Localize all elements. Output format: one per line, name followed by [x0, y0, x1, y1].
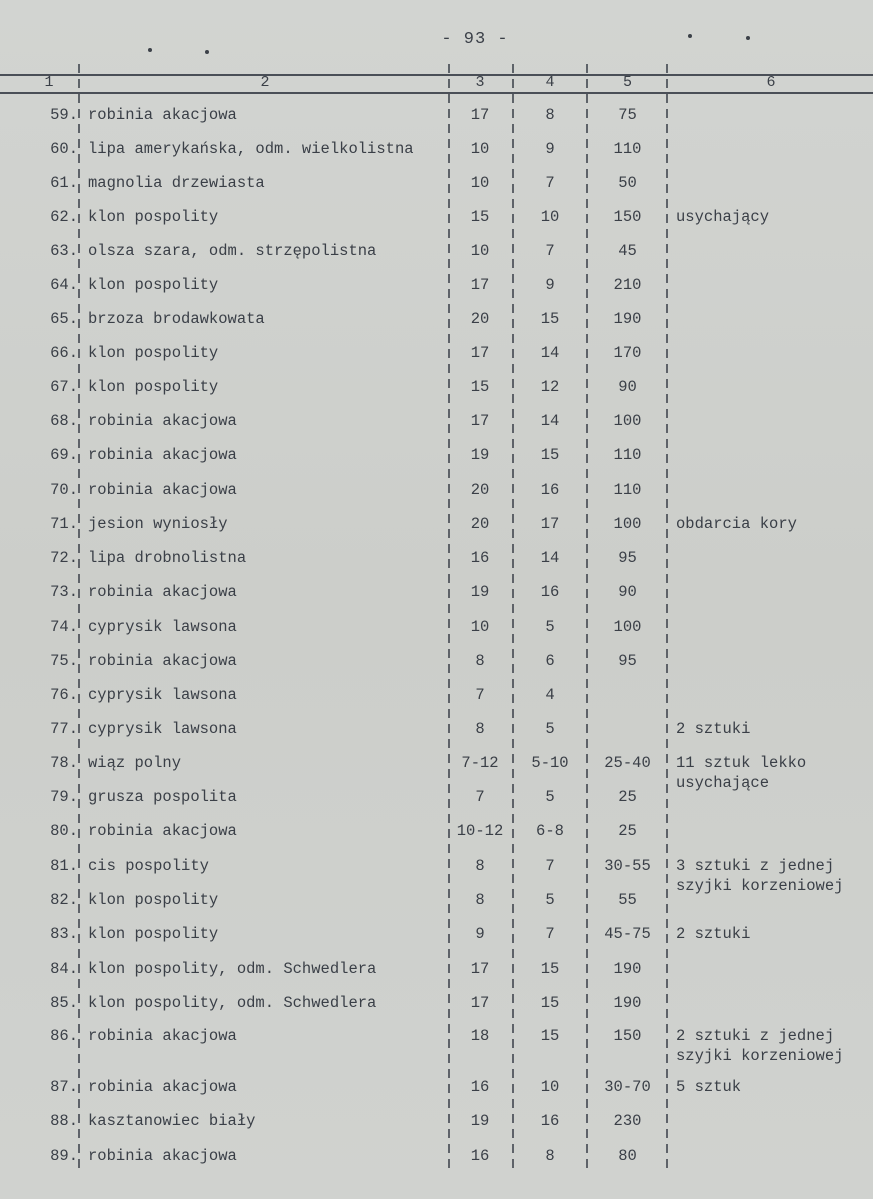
- trunk-value: 16: [540, 481, 560, 499]
- table-row: [0, 547, 873, 569]
- height-value: 17: [470, 344, 490, 362]
- trunk-value: 12: [540, 378, 560, 396]
- table-row: [0, 342, 873, 364]
- table-row: [0, 855, 873, 877]
- row-number: 83.: [50, 925, 78, 943]
- trunk-value: 5: [545, 891, 555, 909]
- species-name: cyprysik lawsona: [88, 720, 237, 738]
- trunk-value: 5: [545, 788, 555, 806]
- column-header-3: 3: [475, 74, 485, 91]
- remarks: obdarcia kory: [676, 515, 797, 533]
- species-name: robinia akacjowa: [88, 1078, 237, 1096]
- height-value: 19: [470, 446, 490, 464]
- species-name: klon pospolity: [88, 891, 219, 909]
- trunk-value: 5: [545, 618, 555, 636]
- trunk-value: 15: [540, 310, 560, 328]
- table-row: [0, 718, 873, 740]
- height-value: 20: [470, 310, 490, 328]
- height-value: 15: [470, 378, 490, 396]
- species-name: robinia akacjowa: [88, 583, 237, 601]
- column-header-5: 5: [622, 74, 632, 91]
- species-name: klon pospolity, odm. Schwedlera: [88, 960, 377, 978]
- header-rule-bottom: [0, 92, 873, 94]
- remarks-continuation: szyjki korzeniowej: [676, 1047, 844, 1065]
- species-name: robinia akacjowa: [88, 412, 237, 430]
- trunk-value: 14: [540, 412, 560, 430]
- crown-value: 25: [618, 788, 637, 806]
- height-value: 17: [470, 994, 490, 1012]
- crown-value: 170: [613, 344, 642, 362]
- crown-value: 95: [618, 652, 637, 670]
- table-row: [0, 650, 873, 672]
- crown-value: 110: [613, 140, 642, 158]
- row-number: 65.: [50, 310, 78, 328]
- row-number: 71.: [50, 515, 78, 533]
- height-value: 17: [470, 106, 490, 124]
- table-row: [0, 1110, 873, 1132]
- crown-value: 55: [618, 891, 637, 909]
- height-value: 17: [470, 276, 490, 294]
- species-name: grusza pospolita: [88, 788, 237, 806]
- trunk-value: 14: [540, 344, 560, 362]
- height-value: 20: [470, 481, 490, 499]
- height-value: 7-12: [461, 754, 499, 772]
- row-number: 68.: [50, 412, 78, 430]
- table-row: [0, 581, 873, 603]
- page-number: - 93 -: [441, 30, 509, 49]
- height-value: 10-12: [456, 822, 504, 840]
- scan-speck: [688, 34, 692, 38]
- remarks-continuation: szyjki korzeniowej: [676, 877, 844, 895]
- trunk-value: 8: [545, 1147, 555, 1165]
- height-value: 20: [470, 515, 490, 533]
- remarks: 2 sztuki: [676, 925, 751, 943]
- crown-value: 190: [613, 994, 642, 1012]
- trunk-value: 14: [540, 549, 560, 567]
- row-number: 67.: [50, 378, 78, 396]
- crown-value: 80: [618, 1147, 637, 1165]
- column-header-4: 4: [545, 74, 555, 91]
- row-number: 63.: [50, 242, 78, 260]
- crown-value: 190: [613, 310, 642, 328]
- row-number: 74.: [50, 618, 78, 636]
- remarks-continuation: usychające: [676, 774, 770, 792]
- table-row: [0, 958, 873, 980]
- height-value: 10: [470, 174, 490, 192]
- scan-speck: [205, 50, 209, 54]
- species-name: robinia akacjowa: [88, 1147, 237, 1165]
- scan-speck: [746, 36, 750, 40]
- crown-value: 100: [613, 618, 642, 636]
- table-row: [0, 1145, 873, 1167]
- row-number: 61.: [50, 174, 78, 192]
- table-row: [0, 444, 873, 466]
- row-number: 62.: [50, 208, 78, 226]
- remarks: 2 sztuki: [676, 720, 751, 738]
- table-row: [0, 206, 873, 228]
- species-name: magnolia drzewiasta: [88, 174, 265, 192]
- trunk-value: 5-10: [531, 754, 569, 772]
- height-value: 8: [475, 652, 485, 670]
- species-name: cyprysik lawsona: [88, 618, 237, 636]
- trunk-value: 4: [545, 686, 555, 704]
- remarks: 3 sztuki z jednej: [676, 857, 835, 875]
- remarks: 11 sztuk lekko: [676, 754, 807, 772]
- table-row: [0, 616, 873, 638]
- trunk-value: 6: [545, 652, 555, 670]
- height-value: 19: [470, 1112, 490, 1130]
- row-number: 89.: [50, 1147, 78, 1165]
- species-name: lipa drobnolistna: [88, 549, 247, 567]
- row-number: 87.: [50, 1078, 78, 1096]
- scan-speck: [148, 48, 152, 52]
- trunk-value: 9: [545, 140, 555, 158]
- row-number: 78.: [50, 754, 78, 772]
- crown-value: 95: [618, 549, 637, 567]
- species-name: robinia akacjowa: [88, 481, 237, 499]
- table-row: [0, 786, 873, 808]
- species-name: cis pospolity: [88, 857, 209, 875]
- species-name: klon pospolity: [88, 925, 219, 943]
- species-name: klon pospolity: [88, 344, 219, 362]
- table-row: [0, 889, 873, 911]
- height-value: 19: [470, 583, 490, 601]
- trunk-value: 6-8: [536, 822, 564, 840]
- height-value: 7: [475, 788, 485, 806]
- table-row: [0, 308, 873, 330]
- crown-value: 210: [613, 276, 642, 294]
- crown-value: 110: [613, 446, 642, 464]
- crown-value: 150: [613, 1027, 642, 1045]
- column-header-2: 2: [260, 74, 270, 91]
- row-number: 77.: [50, 720, 78, 738]
- table-row: [0, 684, 873, 706]
- height-value: 16: [470, 1078, 490, 1096]
- species-name: robinia akacjowa: [88, 106, 237, 124]
- height-value: 10: [470, 140, 490, 158]
- table-row: [0, 752, 873, 774]
- table-row: [0, 376, 873, 398]
- crown-value: 25: [618, 822, 637, 840]
- species-name: robinia akacjowa: [88, 446, 237, 464]
- table-row: [0, 479, 873, 501]
- row-number: 64.: [50, 276, 78, 294]
- row-number: 79.: [50, 788, 78, 806]
- crown-value: 90: [618, 378, 637, 396]
- species-name: klon pospolity: [88, 276, 219, 294]
- species-name: wiąz polny: [88, 754, 182, 772]
- row-number: 73.: [50, 583, 78, 601]
- table-row: [0, 172, 873, 194]
- height-value: 10: [470, 618, 490, 636]
- remarks: 2 sztuki z jednej: [676, 1027, 835, 1045]
- row-number: 82.: [50, 891, 78, 909]
- species-name: robinia akacjowa: [88, 652, 237, 670]
- row-number: 72.: [50, 549, 78, 567]
- trunk-value: 7: [545, 242, 555, 260]
- row-number: 70.: [50, 481, 78, 499]
- remarks: 5 sztuk: [676, 1078, 742, 1096]
- height-value: 15: [470, 208, 490, 226]
- trunk-value: 15: [540, 994, 560, 1012]
- row-number: 80.: [50, 822, 78, 840]
- trunk-value: 15: [540, 1027, 560, 1045]
- crown-value: 150: [613, 208, 642, 226]
- trunk-value: 16: [540, 1112, 560, 1130]
- species-name: lipa amerykańska, odm. wielkolistna: [88, 140, 414, 158]
- species-name: klon pospolity: [88, 208, 219, 226]
- species-name: jesion wyniosły: [88, 515, 228, 533]
- species-name: klon pospolity: [88, 378, 219, 396]
- species-name: kasztanowiec biały: [88, 1112, 256, 1130]
- trunk-value: 15: [540, 446, 560, 464]
- row-number: 69.: [50, 446, 78, 464]
- table-row: [0, 1025, 873, 1047]
- height-value: 8: [475, 720, 485, 738]
- trunk-value: 17: [540, 515, 560, 533]
- crown-value: 100: [613, 515, 642, 533]
- crown-value: 190: [613, 960, 642, 978]
- trunk-value: 10: [540, 1078, 560, 1096]
- species-name: olsza szara, odm. strzępolistna: [88, 242, 377, 260]
- row-number: 81.: [50, 857, 78, 875]
- trunk-value: 10: [540, 208, 560, 226]
- crown-value: 50: [618, 174, 637, 192]
- trunk-value: 15: [540, 960, 560, 978]
- crown-value: 30-70: [604, 1078, 651, 1096]
- table-row: [0, 138, 873, 160]
- trunk-value: 16: [540, 583, 560, 601]
- height-value: 17: [470, 412, 490, 430]
- table-row: [0, 240, 873, 262]
- table-row: [0, 410, 873, 432]
- table-row: [0, 513, 873, 535]
- height-value: 18: [470, 1027, 490, 1045]
- crown-value: 75: [618, 106, 637, 124]
- height-value: 16: [470, 549, 490, 567]
- trunk-value: 7: [545, 857, 555, 875]
- height-value: 8: [475, 857, 485, 875]
- table-row: [0, 992, 873, 1014]
- crown-value: 30-55: [604, 857, 651, 875]
- row-number: 75.: [50, 652, 78, 670]
- species-name: robinia akacjowa: [88, 822, 237, 840]
- crown-value: 100: [613, 412, 642, 430]
- table-row: [0, 104, 873, 126]
- row-number: 76.: [50, 686, 78, 704]
- species-name: brzoza brodawkowata: [88, 310, 265, 328]
- species-name: cyprysik lawsona: [88, 686, 237, 704]
- remarks: usychający: [676, 208, 770, 226]
- trunk-value: 7: [545, 925, 555, 943]
- species-name: klon pospolity, odm. Schwedlera: [88, 994, 377, 1012]
- height-value: 9: [475, 925, 485, 943]
- row-number: 88.: [50, 1112, 78, 1130]
- crown-value: 45-75: [604, 925, 651, 943]
- crown-value: 230: [613, 1112, 642, 1130]
- crown-value: 90: [618, 583, 637, 601]
- table-row: [0, 1076, 873, 1098]
- column-header-6: 6: [766, 74, 776, 91]
- trunk-value: 5: [545, 720, 555, 738]
- row-number: 85.: [50, 994, 78, 1012]
- trunk-value: 7: [545, 174, 555, 192]
- height-value: 7: [475, 686, 485, 704]
- table-row: [0, 274, 873, 296]
- height-value: 8: [475, 891, 485, 909]
- trunk-value: 9: [545, 276, 555, 294]
- species-name: robinia akacjowa: [88, 1027, 237, 1045]
- crown-value: 110: [613, 481, 642, 499]
- height-value: 17: [470, 960, 490, 978]
- row-number: 66.: [50, 344, 78, 362]
- crown-value: 45: [618, 242, 637, 260]
- row-number: 60.: [50, 140, 78, 158]
- table-row: [0, 820, 873, 842]
- height-value: 10: [470, 242, 490, 260]
- table-row: [0, 923, 873, 945]
- row-number: 59.: [50, 106, 78, 124]
- height-value: 16: [470, 1147, 490, 1165]
- row-number: 84.: [50, 960, 78, 978]
- trunk-value: 8: [545, 106, 555, 124]
- column-header-1: 1: [44, 74, 54, 91]
- row-number: 86.: [50, 1027, 78, 1045]
- crown-value: 25-40: [604, 754, 651, 772]
